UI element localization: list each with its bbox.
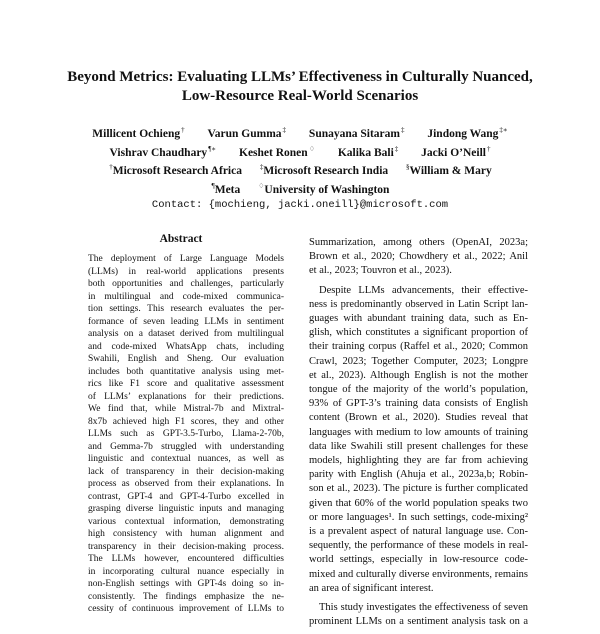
affiliation-row bbox=[40, 179, 560, 198]
text-line: 8x7b achieved high F1 scores, they and other bbox=[88, 416, 284, 427]
text-line: non-English settings with GPT-4s doing so in- bbox=[88, 579, 284, 589]
text-line: The deployment of Large Language Models bbox=[88, 254, 284, 264]
author-row bbox=[40, 123, 560, 142]
text-line: given that 60% of the world population speaks two bbox=[309, 497, 528, 509]
author-row bbox=[40, 142, 560, 161]
text-line: data like Swahili still present challenges for these bbox=[309, 440, 528, 452]
text-line: languages with medium to low amounts of training bbox=[309, 426, 528, 438]
text-line: various contextual information, demonstrating bbox=[88, 516, 284, 527]
body-paragraph bbox=[309, 284, 528, 596]
text-line: in multilingual and code-mixed communica- bbox=[88, 291, 284, 302]
abstract-text bbox=[88, 253, 284, 616]
abstract-heading: Abstract bbox=[159, 233, 203, 245]
text-line: lack of transparency in their decision-making bbox=[88, 466, 284, 477]
author-name: Millicent Ochieng† bbox=[92, 126, 185, 140]
affiliation-row bbox=[40, 160, 560, 179]
text-line: Swahili, English and Sheng. Our evaluation bbox=[88, 354, 284, 364]
affiliation: ¶Meta bbox=[211, 181, 241, 196]
affiliation: †Microsoft Research Africa bbox=[109, 163, 242, 177]
text-line: in incorporating cultural nuance especially in bbox=[88, 566, 284, 577]
text-line: Summarization, among others (OpenAI, 2023a; bbox=[309, 237, 528, 248]
text-line: linguistic and contextual nuances, as well as bbox=[88, 454, 284, 464]
text-line: et al., 2023; Touvron et al., 2023). bbox=[309, 265, 452, 277]
contact-email: Contact: {mochieng, jacki.oneill}@microsoft.com bbox=[151, 199, 449, 211]
text-line: rics like F1 score and qualitative assessment bbox=[88, 379, 284, 389]
title-line: Beyond Metrics: Evaluating LLMs’ Effectiveness in Culturally Nuanced, bbox=[67, 69, 533, 85]
affiliation: ♢University of Washington bbox=[258, 181, 390, 196]
body-paragraph bbox=[309, 601, 528, 629]
text-line: or more languages¹. In such settings, code-mixing² bbox=[309, 511, 528, 523]
text-line: mixed and culturally diverse environments, remains bbox=[309, 568, 528, 580]
author-name: Varun Gumma‡ bbox=[207, 126, 287, 140]
text-line: Crawl, 2023; Together Computer, 2023; Longpre bbox=[309, 355, 528, 367]
text-line: analysis on a dataset derived from multilingual bbox=[88, 329, 284, 339]
text-line: prominent LLMs on a sentiment analysis task on a bbox=[309, 616, 528, 628]
text-line: their training corpus (Raffel et al., 2020; Common bbox=[309, 341, 528, 353]
text-line: The LLMs however, encountered difficulties bbox=[88, 554, 284, 564]
text-line: son et al., 2023). The picture is further complicated bbox=[309, 483, 528, 495]
text-line: sequently, the performance of these models in real- bbox=[309, 540, 528, 552]
text-line: both opportunities and challenges, particularly bbox=[88, 279, 284, 289]
text-line: and code-mixed WhatsApp chats, including bbox=[88, 341, 284, 352]
text-line: of LLMs’ explanations for their predictions. bbox=[88, 391, 284, 402]
text-line: cessity of continuous improvement of LLMs to bbox=[88, 604, 284, 614]
author-block bbox=[40, 123, 560, 213]
text-line: LLMs such as GPT-3.5-Turbo, Llama-2-70b, bbox=[88, 429, 284, 439]
text-line: and Gemma-7b struggled with understanding bbox=[88, 441, 284, 452]
author-name: Sunayana Sitaram‡ bbox=[308, 126, 405, 140]
text-line: includes both quantitative analysis using met- bbox=[88, 366, 284, 377]
text-line: Brown et al., 2020; Chowdhery et al., 2022; Anil bbox=[309, 251, 528, 263]
text-line: world settings, especially in low-resource code- bbox=[309, 554, 528, 566]
text-line: contrast, GPT-4 and GPT-4-Turbo excelled in bbox=[88, 491, 284, 502]
text-line: ness is predominantly observed in Latin Script lan- bbox=[309, 298, 528, 310]
text-line: guages with abundant training data, such as En- bbox=[309, 313, 528, 325]
author-name: Jindong Wang‡∗ bbox=[427, 126, 508, 140]
text-line: grasping diverse linguistic inputs and managing bbox=[88, 504, 284, 514]
author-name: Vishrav Chaudhary¶∗ bbox=[109, 144, 217, 159]
text-line: consistently. The findings emphasize the ne- bbox=[88, 591, 284, 602]
title-line: Low-Resource Real-World Scenarios bbox=[181, 88, 419, 104]
affiliation: ‡Microsoft Research India bbox=[259, 163, 389, 177]
author-name: Keshet Ronen♢ bbox=[239, 144, 315, 159]
text-line: models, highlighting they are far from achieving bbox=[309, 455, 528, 467]
text-line: transparency in their decision-making process. bbox=[88, 541, 284, 552]
text-line: is a prevalent aspect of natural language use. Con- bbox=[309, 526, 528, 538]
text-line: This study investigates the effectiveness of seven bbox=[319, 602, 528, 614]
text-line: formance of seven leading LLMs in sentiment bbox=[88, 316, 284, 327]
paper-title bbox=[40, 68, 560, 106]
text-line: (LLMs) in real-world applications presents bbox=[88, 266, 284, 277]
text-line: tongue of the majority of the world’s population, bbox=[309, 384, 528, 396]
text-line: process as observed from their explanations. In bbox=[88, 479, 284, 489]
text-line: high consistency with human alignment and bbox=[88, 529, 284, 539]
author-name: Kalika Bali‡ bbox=[337, 144, 399, 159]
text-line: We find that, while Mistral-7b and Mixtral- bbox=[88, 404, 284, 414]
text-line: et al., 2023). Although English is not the mother bbox=[309, 369, 528, 381]
text-line: parity with English (Ahuja et al., 2023a,b; Robin- bbox=[309, 469, 528, 481]
text-line: an area of significant interest. bbox=[309, 582, 434, 594]
text-line: 93% of GPT-3’s training data consists of English bbox=[309, 398, 528, 410]
author-name: Jacki O’Neill† bbox=[421, 144, 491, 159]
text-line: tion settings. This research evaluates the per- bbox=[88, 304, 284, 314]
body-column-right bbox=[309, 236, 528, 634]
text-line: content (Brown et al., 2020). Studies reveal that bbox=[309, 412, 528, 424]
text-line: glish, which constitutes a significant proportion of bbox=[309, 327, 528, 339]
text-line: Despite LLMs advancements, their effective- bbox=[319, 284, 528, 296]
body-paragraph bbox=[309, 236, 528, 279]
affiliation: §William & Mary bbox=[406, 163, 492, 177]
